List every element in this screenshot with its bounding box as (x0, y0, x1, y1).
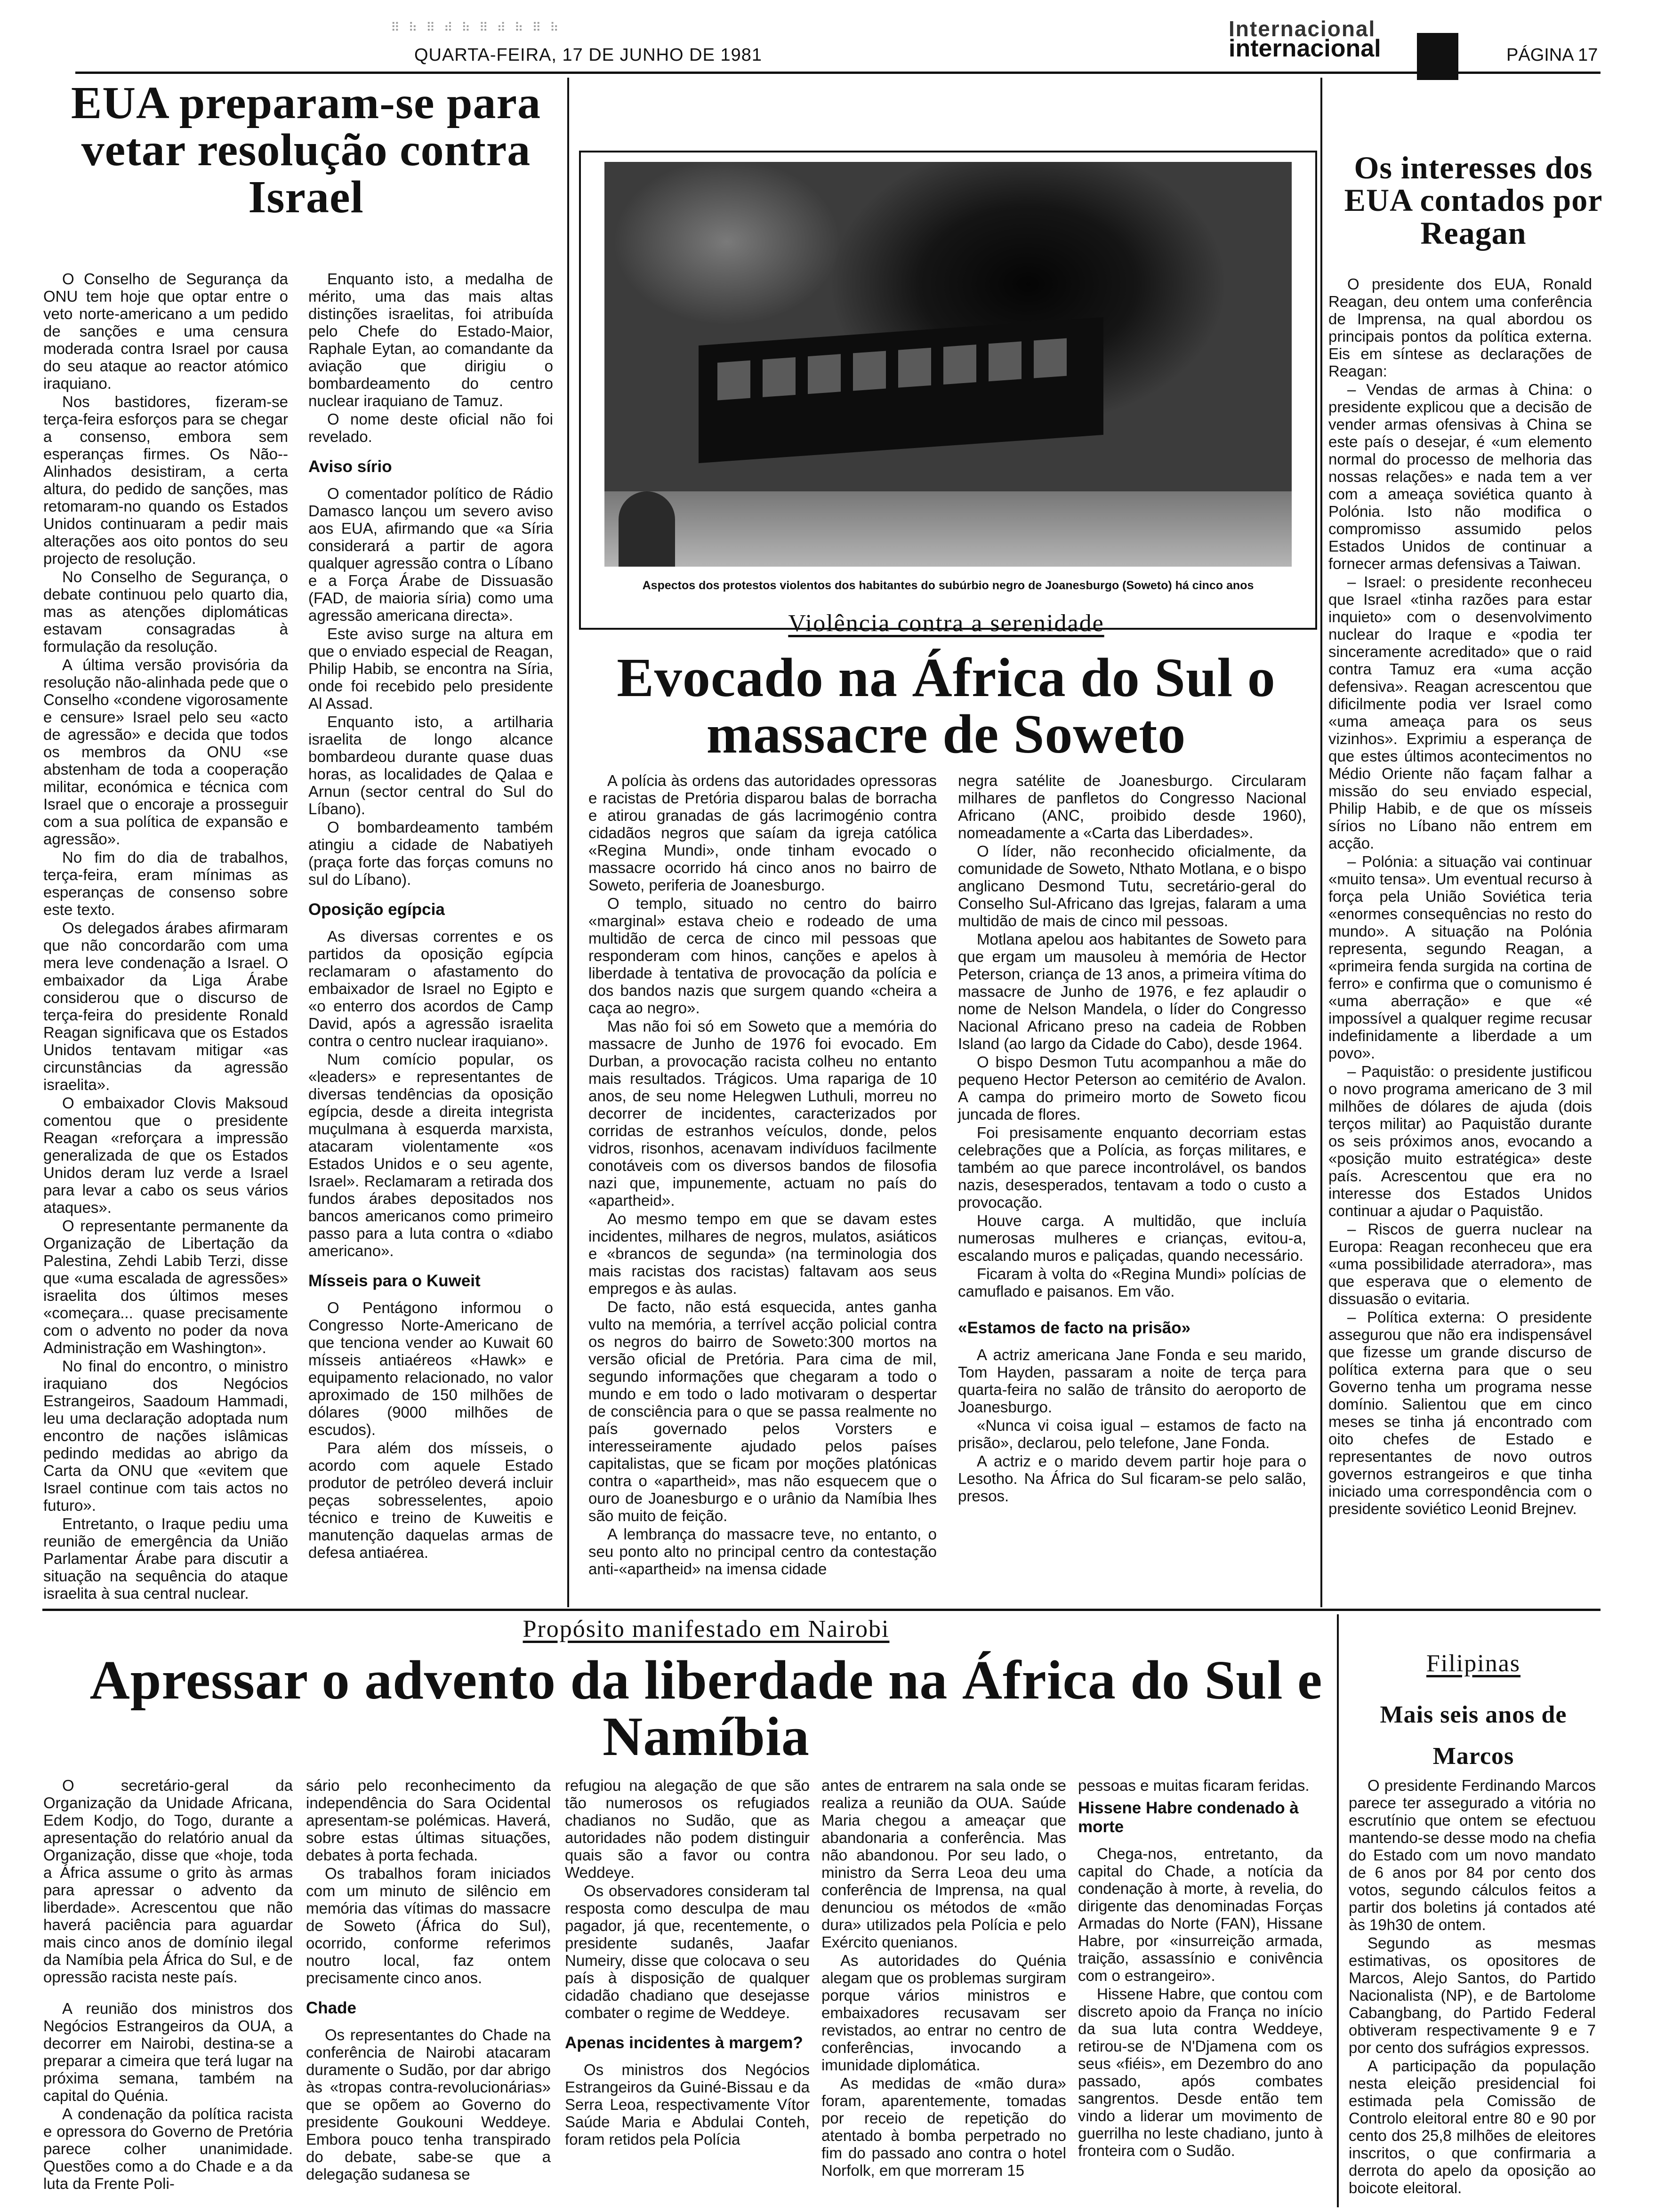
paragraph: No fim do dia de trabalhos, terça-feira, eram mínimas as esperanças de consenso sobre este texto. (43, 849, 288, 918)
headline-soweto: Evocado na África do Sul o massacre de Soweto (617, 647, 1276, 765)
paragraph: Num comício popular, os «leaders» e representantes de diversas tendências da oposição egípcia, desde a direita integrista muçulmana à esquerda marxista, atacaram violentamente «os Estados Unidos e o seu agente, Israel». Reclamaram a retirada dos fundos árabes depositados nos bancos americanos como primeiro passo para a luta contra o «diabo americano». (308, 1050, 553, 1259)
paragraph: O templo, situado no centro do bairro «marginal» estava cheio e rodeado de uma multidão de cerca de cinco mil pessoas que responderam com hinos, canções e apelos à liberdade à tentativa de provocação da polícia e dos bandos nazis que surgem quando «cheira a caça ao negro». (588, 895, 937, 1017)
paragraph: De facto, não está esquecida, antes ganha vulto na memória, a terrível acção policial contra os negros do bairro de Soweto:300 mortos na versão oficial de Pretória. Para cima de mil, segundo informações que chegaram a todo o mundo e em todo o lado motivaram o despertar de consciência para o que se passa realmente no país governado pelos Vorsters e interesseiramente ajudado pelos países capitalistas, que se ficam por moções platónicas contra o «apartheid», mas não esquecem que o ouro de Joanesburgo e o urânio da Namíbia lhes são muito de feição. (588, 1298, 937, 1524)
nairobi-column-2 (306, 1777, 551, 2200)
paragraph: Os delegados árabes afirmaram que não concordarão com uma mera leve condenação a Israel. O embaixador da Liga Árabe considerou que o discurso de terça-feira do presidente Ronald Reagan significava que os Estados Unidos tentavam mitigar «as circunstâncias da agressão israelita». (43, 919, 288, 1093)
section-divider (42, 1609, 1601, 1611)
paragraph: No Conselho de Segurança, o debate continuou pelo quarto dia, mas as atenções diplomáticas estavam consagradas à formulação da resolução. (43, 568, 288, 655)
paragraph: – Polónia: a situação vai continuar «muito tensa». Um eventual recurso à força pela União Soviética teria «enormes consequências no resto do mundo». A situação na Polónia representa, segundo Reagan, a «primeira fenda surgida na cortina de ferro» e confirma que o comunismo é «uma aberração» e que «é impossível a qualquer regime recusar indefinidamente a liberdade a um povo». (1328, 853, 1592, 1062)
paragraph: pessoas e muitas ficaram feridas. (1078, 1777, 1310, 1794)
paragraph: O bombardeamento também atingiu a cidade de Nabatiyeh (praça forte das forças comuns no sul do Líbano). (308, 818, 553, 888)
paragraph: – Política externa: O presidente assegurou que não era indispensável que fizesse um grande discurso de política externa para que o seu Governo tenha um programa nesse domínio. Salientou que em cinco meses se tinha já encontrado com oito chefes de Estado e representantes de novo outros governos estrangeiros e que tinha iniciado uma correspondência com o presidente soviético Leonid Brejnev. (1328, 1308, 1592, 1517)
paragraph: A lembrança do massacre teve, no entanto, o seu ponto alto no principal centro da contestação anti-«apartheid» na imensa cidade (588, 1525, 937, 1578)
paragraph: Motlana apelou aos habitantes de Soweto para que ergam um mausoleu à memória de Hector Peterson, criança de 13 anos, a primeira vítima do massacre de Junho de 1976, e fez aplaudir o nome de Nelson Mandela, o líder do Congresso Nacional Africano preso na cadeia de Robben Island (ao largo da Cidade do Cabo), desde 1964. (958, 930, 1306, 1052)
masthead-rule (75, 72, 1601, 74)
kicker-nairobi: Propósito manifestado em Nairobi (523, 1616, 890, 1643)
paragraph: A condenação da política racista e opressora do Governo de Pretória parece colher unanimidade. Questões como a do Chade e a da luta da Frente Poli- (43, 2105, 293, 2192)
headline-eua: EUA preparam-se para vetar resolução contra Israel (71, 78, 541, 223)
nairobi-column-4 (821, 1777, 1066, 2200)
paragraph: Hissene Habre, que contou com discreto apoio da França no início da sua luta contra Weddeye, retirou-se de N'Djamena com os seus «fiéis», em Dezembro do ano passado, após combates sangrentos. Desde então tem vindo a liderar um movimento de guerrilha no leste chadiano, junto à fronteira com o Sudão. (1078, 1985, 1323, 2159)
paragraph: A última versão provisória da resolução não-alinhada pede que o Conselho «condene vigorosamente e censure» Israel pelo seu «acto de agressão» e decida que todos os membros da ONU «se abstenham de toda a cooperação militar, económica e técnica com Israel que o encoraje a prosseguir com a sua política de expansão e agressão». (43, 656, 288, 848)
paragraph: O Conselho de Segurança da ONU tem hoje que optar entre o veto norte-americano a um pedido de sanções e uma censura moderada contra Israel por causa do seu ataque ao reactor atómico iraquiano. (43, 270, 288, 392)
paragraph: – Riscos de guerra nuclear na Europa: Reagan reconheceu que era «uma possibilidade aterradora», mas que esperava que o elemento de dissuasão o evitaria. (1328, 1220, 1592, 1307)
kicker-violencia: Violência contra a serenidade (788, 610, 1104, 637)
headline-nairobi: Apressar o advento da liberdade na África do Sul e Namíbia (89, 1649, 1323, 1768)
paragraph: Para além dos mísseis, o acordo com aquele Estado produtor de petróleo deverá incluir peças sobresselentes, apoio técnico e treino de Kuweitis e manutenção daquelas armas de defesa antiaérea. (308, 1439, 553, 1561)
paragraph: Ficaram à volta do «Regina Mundi» polícias de camuflado e paisanos. Em vão. (958, 1265, 1306, 1300)
paragraph: O embaixador Clovis Maksoud comentou que o presidente Reagan «reforçara a impressão generalizada de que os Estados Unidos deram luz verde a Israel para levar a cabo os seus vários ataques». (43, 1094, 288, 1216)
paragraph: O presidente Ferdinando Marcos parece ter assegurado a vitória no escrutínio que ontem se efectuou mantendo-se desse modo na chefia do Estado com um novo mandato de 6 anos por 84 por cento dos votos, segundo cálculos feitos a partir dos boletins já contados até às 19h30 de ontem. (1349, 1777, 1596, 1933)
paragraph: O Pentágono informou o Congresso Norte-Americano de que tenciona vender ao Kuwait 60 mísseis antiaéreos «Hawk» e equipamento relacionado, no valor aproximado de 150 milhões de dólares (9000 milhões de escudos). (308, 1299, 553, 1438)
paragraph: No final do encontro, o ministro iraquiano dos Negócios Estrangeiros, Saadoum Hammadi, leu uma declaração adoptada num encontro de nações islâmicas pedindo medidas ao abrigo da Carta da ONU que «evitem que Israel continue com tais actos no futuro». (43, 1357, 288, 1514)
paragraph: Este aviso surge na altura em que o enviado especial de Reagan, Philip Habib, se encontra na Síria, onde foi recebido pelo presidente Al Assad. (308, 625, 553, 712)
paragraph: A participação da população nesta eleição presidencial foi estimada pela Comissão de Controlo eleitoral entre 80 e 90 por cento dos 25,8 milhões de eleitores inscritos, o que confirmaria a derrota do apelo da oposição ao boicote eleitoral. (1349, 2057, 1596, 2196)
subhead-estamos-na-prisao: «Estamos de facto na prisão» (958, 1319, 1191, 1337)
paragraph: O secretário-geral da Organização da Unidade Africana, Edem Kodjo, do Togo, durante a apresentação do relatório anual da Organização, disse que «hoje, toda a África assume o grito às armas para apressar o advento da liberdade». Acrescentou que não haverá paciência para aguardar mais cinco anos de domínio ilegal da Namíbia pela África do Sul, e de opressão racista neste país. (43, 1777, 293, 1986)
paragraph: A actriz e o marido devem partir hoje para o Lesotho. Na África do Sul ficaram-se pelo salão, presos. (958, 1452, 1306, 1505)
paragraph: Mas não foi só em Soweto que a memória do massacre de Junho de 1976 foi evocado. Em Durban, a provocação racista colheu no entanto mais resultados. Trágicos. Uma rapariga de 10 anos, de seu nome Helegwen Luthuli, morreu no decorrer de incidentes, caracterizados por corridas de estranhos veículos, donde, pelos vidros, risonhos, acenavam indivíduos facilmente conotáveis com os diversos bandos de filosofia nazi que, impunemente, actuam no país do «apartheid». (588, 1018, 937, 1209)
headline-filipinas: Mais seis anos de Marcos (1380, 1701, 1567, 1770)
eua-column-1 (43, 270, 288, 1602)
eua-column-2 (308, 270, 553, 1561)
subhead-apenas-incidentes: Apenas incidentes à margem? (565, 2034, 803, 2052)
paragraph: – Israel: o presidente reconheceu que Israel «tinha razões para estar inquieto» com o desenvolvimento nuclear do Iraque e «podia ter sinceramente acreditado» que o raid contra Tamuz era «uma acção defensiva». Reagan acrescentou que dificilmente podia ver Israel como «uma ameaça para os seus vizinhos». Exprimiu a esperança de que estes últimos acontecimentos no Médio Oriente não façam falhar a missão do seu enviado especial, Philip Habib, e de que os mísseis sírios no Líbano não entrem em acção. (1328, 573, 1592, 852)
filipinas-column (1349, 1777, 1596, 2200)
masthead-page-label: PÁGINA 17 (1506, 45, 1598, 65)
soweto-column-1 (588, 772, 937, 1578)
masthead-section-line2: internacional (1229, 35, 1381, 62)
paragraph: negra satélite de Joanesburgo. Circularam milhares de panfletos do Congresso Nacional Africano (ANC, proibido desde 1960), nomeadamente a «Carta das Liberdades». (958, 772, 1306, 842)
paragraph: As diversas correntes e os partidos da oposição egípcia reclamaram o afastamento do embaixador de Israel no Egipto e «o enterro dos acordos de Camp David, após a agressão israelita contra o centro nuclear iraquiano». (308, 928, 553, 1050)
paragraph: Enquanto isto, a medalha de mérito, uma das mais altas distinções israelitas, foi atribuída pelo Chefe do Estado-Maior, Raphale Eytan, ao comandante da aviação que dirigiu o bombardeamento do centro nuclear iraquiano de Tamuz. (308, 270, 553, 409)
column-rule (567, 78, 569, 1607)
paragraph: A actriz americana Jane Fonda e seu marido, Tom Hayden, passaram a noite de terça para quarta-feira no salão de trânsito do aeroporto de Joanesburgo. (958, 1346, 1306, 1416)
paragraph: O presidente dos EUA, Ronald Reagan, deu ontem uma conferência de Imprensa, na qual abordou os principais pontos da política externa. Eis em síntese as declarações de Reagan: (1328, 275, 1592, 380)
paragraph: O bispo Desmon Tutu acompanhou a mãe do pequeno Hector Peterson ao cemitério de Avalon. A campa do primeiro morto de Soweto ficou juncada de flores. (958, 1053, 1306, 1123)
paragraph: A reunião dos ministros dos Negócios Estrangeiros da OUA, a decorrer em Nairobi, destina-se a preparar a cimeira que terá lugar na próxima semana, também na capital do Quénia. (43, 2000, 293, 2104)
paragraph: refugiou na alegação de que são tão numerosos os refugiados chadianos no Sudão, que as autoridades não podem distinguir quais são a favor ou contra Weddeye. (565, 1777, 810, 1881)
masthead-section-line1: Internacional (1229, 16, 1376, 41)
paragraph: Os observadores consideram tal resposta como desculpa de mau pagador, já que, recentemente, o presidente sudanês, Jaafar Numeiry, disse que colocava o seu país à disposição de qualquer cidadão chadiano que desejasse combater o regime de Weddeye. (565, 1882, 810, 2021)
paragraph: O líder, não reconhecido oficialmente, da comunidade de Soweto, Nthato Motlana, e o bispo anglicano Desmond Tutu, secretário-geral do Conselho Sul-Africano das Igrejas, falaram a uma multidão de mais de cinco mil pessoas. (958, 842, 1306, 930)
paragraph: Os ministros dos Negócios Estrangeiros da Guiné-Bissau e da Serra Leoa, respectivamente Vítor Saúde Maria e Abdulai Conteh, foram retidos pela Polícia (565, 2061, 810, 2148)
paragraph: O nome deste oficial não foi revelado. (308, 410, 553, 445)
soweto-column-2 (958, 772, 1306, 1505)
paragraph: Chega-nos, entretanto, da capital do Chade, a notícia da condenação à morte, à revelia, do dirigente das denominadas Forças Armadas do Norte (FAN), Hissane Habre, por «insurreição armada, traição, assassínio e conivência com o estrangeiro». (1078, 1845, 1323, 1984)
paragraph: As autoridades do Quénia alegam que os problemas surgiram porque vários ministros e embaixadores recusavam ser revistados, ao entrar no centro de conferências, invocando a imunidade diplomática. (821, 1952, 1066, 2074)
paragraph: «Nunca vi coisa igual – estamos de facto na prisão», declarou, pelo telefone, Jane Fonda. (958, 1417, 1306, 1451)
paragraph: Os representantes do Chade na conferência de Nairobi atacaram duramente o Sudão, por dar abrigo às «tropas contra-revolucionárias» que se opõem ao Governo do presidente Goukouni Weddeye. Embora pouco tenha transpirado do debate, sabe-se que a delegação sudanesa se (306, 2026, 551, 2183)
subhead-chade: Chade (306, 1999, 356, 2017)
subhead-oposicao-egipcia: Oposição egípcia (308, 900, 445, 919)
paragraph: Segundo as mesmas estimativas, os opositores de Marcos, Alejo Santos, do Partido Nacionalista (NP), e de Bartolome Cabangbang, do Partido Federal obtiveram respectivamente 9 e 7 por cento dos sufrágios expressos. (1349, 1934, 1596, 2056)
photo-ground (604, 491, 1292, 567)
nairobi-column-3 (565, 1777, 810, 2200)
paragraph: Foi presisamente enquanto decorriam estas celebrações que a Polícia, as forças militares, e também ao que parece incontrolável, os bandos nazis, desesperados, tentavam a todo o custo a provocação. (958, 1124, 1306, 1211)
column-rule (1337, 1614, 1339, 2207)
subhead-misseis-kuweit: Mísseis para o Kuweit (308, 1272, 481, 1290)
column-rule (1320, 78, 1322, 1607)
paragraph: – Vendas de armas à China: o presidente explicou que a decisão de vender armas ofensivas à China se este país o desejar, é «um elemento normal do processo de melhoria das nossas relações» e nada tem a ver com a ameaça soviética quanto à Polónia. Isto não modifica o compromisso assumido pelos Estados Unidos de continuar a fornecer armas defensivas a Taiwan. (1328, 381, 1592, 572)
headline-reagan: Os interesses dos EUA contados por Reagan (1344, 150, 1603, 251)
paragraph: – Paquistão: o presidente justificou o novo programa americano de 3 mil milhões de dólares de ajuda (dois terços militar) ao Paquistão durante os seis próximos anos, evocando a «posição muito estratégica» deste país. Acrescentou que era no interesse dos Estados Unidos continuar a ajudar o Paquistão. (1328, 1063, 1592, 1219)
paragraph: A polícia às ordens das autoridades opressoras e racistas de Pretória disparou balas de borracha e atirou granadas de gás lacrimogénio contra cidadãos negros que saíam da igreja católica «Regina Mundi», onde tinham evocado o massacre ocorrido há cinco anos no bairro de Soweto, periferia de Joanesburgo. (588, 772, 937, 894)
paragraph: Enquanto isto, a artilharia israelita de longo alcance bombardeou durante quase duas horas, as localidades de Qalaa e Arnun (sector central do Sul do Líbano). (308, 713, 553, 817)
kicker-filipinas: Filipinas (1426, 1650, 1521, 1677)
masthead-faded-text: ⠿ ⠷ ⠿ ⠾ ⠷ ⠿ ⠾ ⠷ ⠿ ⠷ (391, 21, 562, 34)
reagan-column (1328, 275, 1592, 1517)
paragraph: O representante permanente da Organização de Libertação da Palestina, Zehdi Labib Terzi, disse que «uma escalada de agressões» israelita dos últimos meses «começara... quase precisamente com o advento no poder da nova Administração em Washington». (43, 1217, 288, 1356)
subhead-hissene-habre: Hissene Habre condenado à morte (1078, 1799, 1299, 1836)
photo-figure (619, 491, 675, 567)
nairobi-column-1 (43, 1777, 293, 2200)
paragraph: Os trabalhos foram iniciados com um minuto de silêncio em memória das vítimas do massacre de Soweto (África do Sul), ocorrido, conforme referimos noutro local, faz ontem precisamente cinco anos. (306, 1865, 551, 1987)
photo-caption: Aspectos dos protestos violentos dos habitantes do subúrbio negro de Joanesburgo (Soweto) há cinco anos (642, 579, 1254, 592)
paragraph: antes de entrarem na sala onde se realiza a reunião da OUA. Saúde Maria chegou a ameaçar que abandonaria a conferência. Mas não abandonou. Por seu lado, o ministro da Serra Leoa deu uma conferência de Imprensa, na qual denunciou os métodos de «mão dura» utilizados pela Polícia e pelo Exército quenianos. (821, 1777, 1066, 1951)
soweto-protest-photo (604, 162, 1292, 567)
paragraph: Houve carga. A multidão, que incluía numerosas mulheres e crianças, evitou-a, escalando muros e paliçadas, quando necessário. (958, 1212, 1306, 1264)
subhead-aviso-sirio: Aviso sírio (308, 457, 392, 476)
paragraph: Entretanto, o Iraque pediu uma reunião de emergência da União Parlamentar Árabe para discutir a situação na sequência do ataque israelita à sua central nuclear. (43, 1515, 288, 1602)
paragraph: As medidas de «mão dura» foram, aparentemente, tomadas por receio de repetição do atentado à bomba perpetrado no fim do passado ano contra o hotel Norfolk, em que morreram 15 (821, 2075, 1066, 2179)
masthead-date: QUARTA-FEIRA, 17 DE JUNHO DE 1981 (414, 45, 763, 65)
paragraph: Ao mesmo tempo em que se davam estes incidentes, milhares de negros, mulatos, asiáticos e «brancos de segunda» (na terminologia dos mais racistas dos racistas) faltavam aos seus empregos e às aulas. (588, 1210, 937, 1297)
paragraph: O comentador político de Rádio Damasco lançou um severo aviso aos EUA, afirmando que «a Síria considerará a partir de agora qualquer agressão contra o Líbano e a Força Árabe de Dissuasão (FAD, de maioria síria) como uma agressão americana directa». (308, 485, 553, 624)
photo-frame (579, 151, 1317, 630)
nairobi-column-5 (1078, 1777, 1323, 2200)
masthead-section-title (1229, 16, 1426, 62)
paragraph: Nos bastidores, fizeram-se terça-feira esforços para se chegar a consenso, embora sem esperanças firmes. Os Não--Alinhados desistiram, a certa altura, do pedido de sanções, mas retomaram-no quando os Estados Unidos continuaram a pedir mais alterações aos oito pontos do seu projecto de resolução. (43, 393, 288, 567)
paragraph: sário pelo reconhecimento da independência do Sara Ocidental apresentam-se polémicas. Haverá, sobre estas últimas situações, debates à porta fechada. (306, 1777, 551, 1864)
